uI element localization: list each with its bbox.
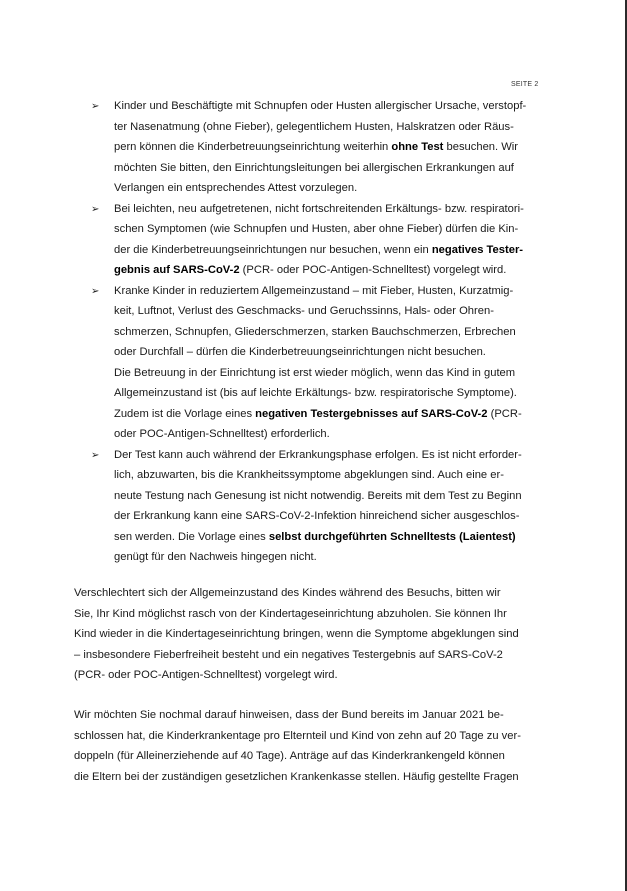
page-number: SEITE 2 (511, 81, 539, 88)
arrow-bullet-icon: ➢ (91, 203, 100, 215)
bullet-text: Kranke Kinder in reduziertem Allgemeinzustand – mit Fieber, Husten, Kurzatmig- keit, Luftnot, Verlust des Geschmacks- und Geruchssinns, Hals- oder Ohren- schmerzen, Schnupfen, Gliederschmerzen, starken Bauchschmerzen, Erbrechen oder Durchfall – dürfen die Kinderbetreuungseinrichtungen nicht besuchen. Die Betreuung in der Einrichtung ist erst wieder möglich, wenn das Kind in gutem Allgemeinzustand ist (bis auf leichte Erkältungs- bzw. respiratorische Symptome). Zudem ist die Vorlage eines negativen Testergebnisses auf SARS-CoV-2 (PCR- oder POC-Antigen-Schnelltest) erforderlich. (114, 284, 522, 440)
bullet-item (91, 199, 549, 281)
bullet-text: Kinder und Beschäftigte mit Schnupfen oder Husten allergischer Ursache, verstopf- ter Nasenatmung (ohne Fieber), gelegentlichem Husten, Halskratzen oder Räus- pern können die Kinderbetreuungseinrichtung weiterhin ohne Test besuchen. Wir möchten Sie bitten, den Einrichtungsleitungen bei allergischen Erkrankungen auf Verlangen ein entsprechendes Attest vorzulegen. (114, 100, 527, 194)
bullet-text: Bei leichten, neu aufgetretenen, nicht fortschreitenden Erkältungs- bzw. respiratori- schen Symptomen (wie Schnupfen und Husten, aber ohne Fieber) dürfen die Kin- der die Kinderbetreuungseinrichtungen nur besuchen, wenn ein negatives Tester- gebnis auf SARS-CoV-2 (PCR- oder POC-Antigen-Schnelltest) vorgelegt wird. (114, 202, 524, 276)
arrow-bullet-icon: ➢ (91, 285, 100, 297)
bullet-text: Der Test kann auch während der Erkrankungsphase erfolgen. Es ist nicht erforder- lich, abzuwarten, bis die Krankheitssymptome abgeklungen sind. Auch eine er- neute Testung nach Genesung ist nicht notwendig. Bereits mit dem Test zu Beginn der Erkrankung kann eine SARS-CoV-2-Infektion hinreichend sicher ausgeschlos- sen werden. Die Vorlage eines selbst durchgeführten Schnelltests (Laientest) genügt für den Nachweis hingegen nicht. (114, 448, 522, 563)
bullet-item (91, 281, 549, 445)
bullet-list (91, 96, 549, 568)
arrow-bullet-icon: ➢ (91, 101, 100, 112)
arrow-bullet-icon: ➢ (91, 449, 100, 461)
bullet-item (91, 445, 549, 568)
bullet-item (91, 96, 549, 199)
body-paragraph: Verschlechtert sich der Allgemeinzustand des Kindes während des Besuchs, bitten wir Sie, Ihr Kind möglichst rasch von der Kindertageseinrichtung abzuholen. Sie können Ihr Kind wieder in die Kindertageseinrichtung bringen, wenn die Symptome abgeklungen sind – insbesondere Fieberfreiheit besteht und ein negatives Testergebnis auf SARS-CoV-2 (PCR- oder POC-Antigen-Schnelltest) vorgelegt wird. (74, 587, 519, 681)
body-paragraph: Wir möchten Sie nochmal darauf hinweisen, dass der Bund bereits im Januar 2021 be- schlossen hat, die Kinderkrankentage pro Elternteil und Kind von zehn auf 20 Tage zu ver- doppeln (für Alleinerziehende auf 40 Tage). Anträge auf das Kinderkrankengeld können die Eltern bei der zuständigen gesetzlichen Krankenkasse stellen. Häufig gestellte Fragen (74, 709, 521, 783)
